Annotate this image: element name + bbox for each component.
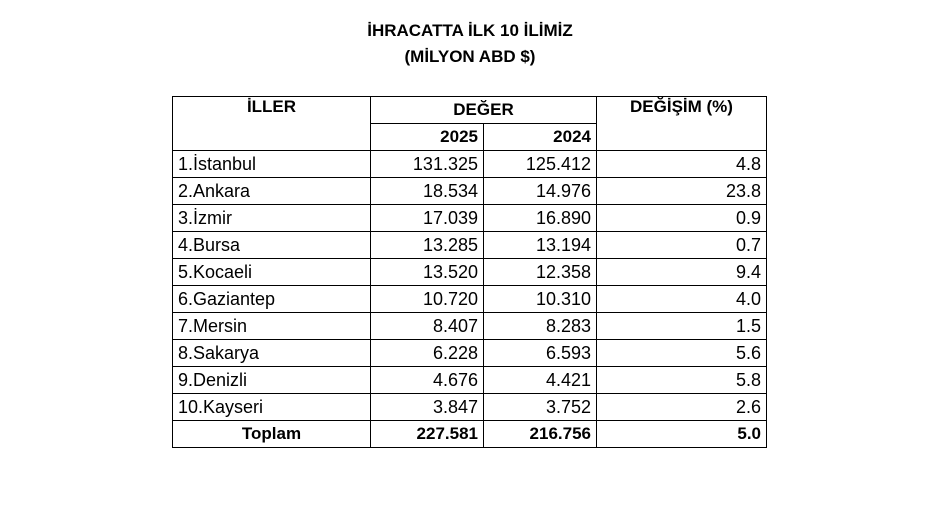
table-header [173,97,767,151]
city-cell: 5.Kocaeli [173,259,371,286]
page-title [0,18,940,70]
value-2024-cell: 13.194 [484,232,597,259]
city-cell: 6.Gaziantep [173,286,371,313]
value-2025-cell: 10.720 [371,286,484,313]
value-2025-cell: 131.325 [371,151,484,178]
value-2025-cell: 17.039 [371,205,484,232]
total-label-cell: Toplam [173,421,371,448]
table-row [173,286,767,313]
city-cell: 2.Ankara [173,178,371,205]
change-cell: 0.7 [597,232,767,259]
city-cell: 10.Kayseri [173,394,371,421]
total-2024-cell: 216.756 [484,421,597,448]
value-2024-cell: 4.421 [484,367,597,394]
change-cell: 4.0 [597,286,767,313]
value-2024-cell: 8.283 [484,313,597,340]
value-2025-cell: 8.407 [371,313,484,340]
value-2024-cell: 16.890 [484,205,597,232]
city-cell: 1.İstanbul [173,151,371,178]
exports-table [172,96,767,448]
change-cell: 9.4 [597,259,767,286]
value-2024-cell: 125.412 [484,151,597,178]
city-cell: 8.Sakarya [173,340,371,367]
value-2025-cell: 3.847 [371,394,484,421]
change-cell: 4.8 [597,151,767,178]
total-row [173,421,767,448]
table-body [173,151,767,448]
city-cell: 3.İzmir [173,205,371,232]
value-2024-cell: 6.593 [484,340,597,367]
header-year-2025: 2025 [371,124,484,151]
value-2024-cell: 10.310 [484,286,597,313]
header-change: DEĞİŞİM (%) [597,97,767,151]
table-row [173,367,767,394]
city-cell: 7.Mersin [173,313,371,340]
change-cell: 5.8 [597,367,767,394]
change-cell: 0.9 [597,205,767,232]
header-year-2024: 2024 [484,124,597,151]
table-row [173,178,767,205]
table-row [173,259,767,286]
city-cell: 9.Denizli [173,367,371,394]
table-row [173,205,767,232]
change-cell: 2.6 [597,394,767,421]
value-2025-cell: 18.534 [371,178,484,205]
value-2024-cell: 3.752 [484,394,597,421]
value-2025-cell: 13.520 [371,259,484,286]
header-value: DEĞER [371,97,597,124]
total-2025-cell: 227.581 [371,421,484,448]
title-line-2: (MİLYON ABD $) [404,47,536,66]
table-row [173,313,767,340]
city-cell: 4.Bursa [173,232,371,259]
total-change-cell: 5.0 [597,421,767,448]
table-row [173,394,767,421]
value-2025-cell: 13.285 [371,232,484,259]
table-row [173,232,767,259]
value-2025-cell: 4.676 [371,367,484,394]
value-2025-cell: 6.228 [371,340,484,367]
change-cell: 5.6 [597,340,767,367]
header-row-1 [173,97,767,124]
table-row [173,151,767,178]
value-2024-cell: 12.358 [484,259,597,286]
table-row [173,340,767,367]
change-cell: 1.5 [597,313,767,340]
value-2024-cell: 14.976 [484,178,597,205]
header-cities: İLLER [173,97,371,151]
change-cell: 23.8 [597,178,767,205]
title-line-1: İHRACATTA İLK 10 İLİMİZ [367,21,573,40]
